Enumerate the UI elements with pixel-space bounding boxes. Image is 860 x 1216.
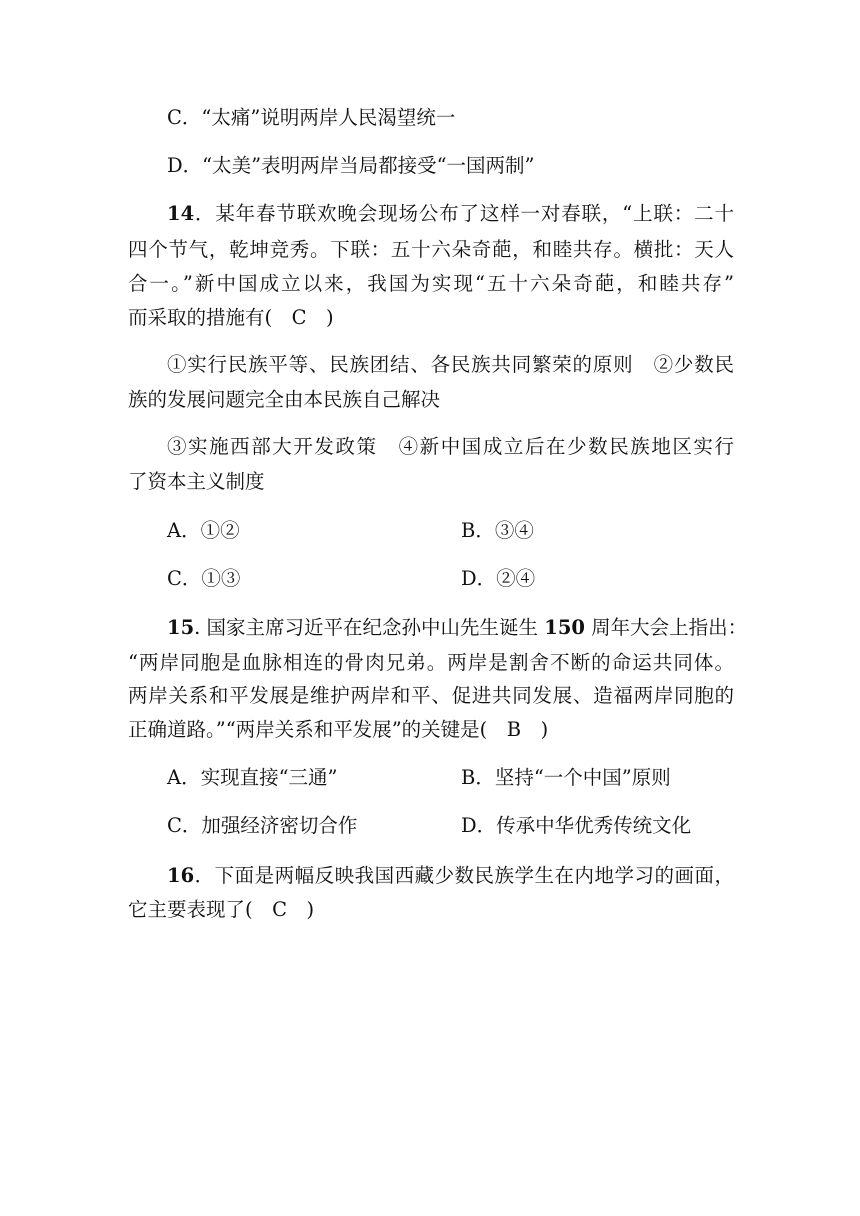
q13-option-c: C．“太痛”说明两岸人民渴望统一: [167, 106, 456, 129]
q14-option-c: C．①③: [167, 567, 241, 590]
q13-option-d: D．“太美”表明两岸当局都接受“一国两制”: [167, 154, 535, 177]
q14-option-d: D．②④: [461, 567, 536, 590]
q14-statement-line-2: 族的发展问题完全由本民族自己解决: [128, 388, 441, 411]
q14-number: 14: [167, 202, 195, 225]
q14-statement-line-1: ①实行民族平等、民族团结、各民族共同繁荣的原则 ②少数民: [167, 353, 734, 376]
q14-statement-line-4: 了资本主义制度: [128, 470, 265, 493]
q14-stem-line-4: 而采取的措施有( C ): [128, 306, 334, 329]
q16-number: 16: [167, 864, 195, 887]
q15-stem-line-4: 正确道路。”“两岸关系和平发展”的关键是( B ): [128, 718, 549, 741]
q14-option-a: A．①②: [167, 519, 240, 542]
q15-stem-line-1: 15. 国家主席习近平在纪念孙中山先生诞生 150 周年大会上指出：: [167, 616, 748, 639]
q15-stem-line-3: 两岸关系和平发展是维护两岸和平、促进共同发展、造福两岸同胞的: [128, 684, 734, 707]
q14-stem-line-3: 合一。”新中国成立以来，我国为实现“五十六朵奇葩，和睦共存”: [128, 272, 734, 295]
q15-option-c: C．加强经济密切合作: [167, 814, 358, 837]
q16-stem-line-2: 它主要表现了( C ): [128, 898, 315, 921]
q14-statement-line-3: ③实施西部大开发政策 ④新中国成立后在少数民族地区实行: [167, 435, 734, 458]
q16-stem-line-1: 16．下面是两幅反映我国西藏少数民族学生在内地学习的画面，: [167, 864, 734, 887]
q15-option-b: B．坚持“一个中国”原则: [461, 766, 671, 789]
q15-stem-line-2: “两岸同胞是血脉相连的骨肉兄弟。两岸是割舍不断的命运共同体。: [128, 651, 734, 674]
q15-option-d: D．传承中华优秀传统文化: [461, 814, 692, 837]
q14-option-b: B．③④: [461, 519, 534, 542]
q15-option-a: A．实现直接“三通”: [167, 766, 338, 789]
q15-number: 15: [167, 616, 195, 639]
q14-stem-line-2: 四个节气，乾坤竞秀。下联：五十六朵奇葩，和睦共存。横批：天人: [128, 238, 734, 261]
q14-stem-line-1: 14．某年春节联欢晚会现场公布了这样一对春联，“上联：二十: [167, 202, 734, 225]
